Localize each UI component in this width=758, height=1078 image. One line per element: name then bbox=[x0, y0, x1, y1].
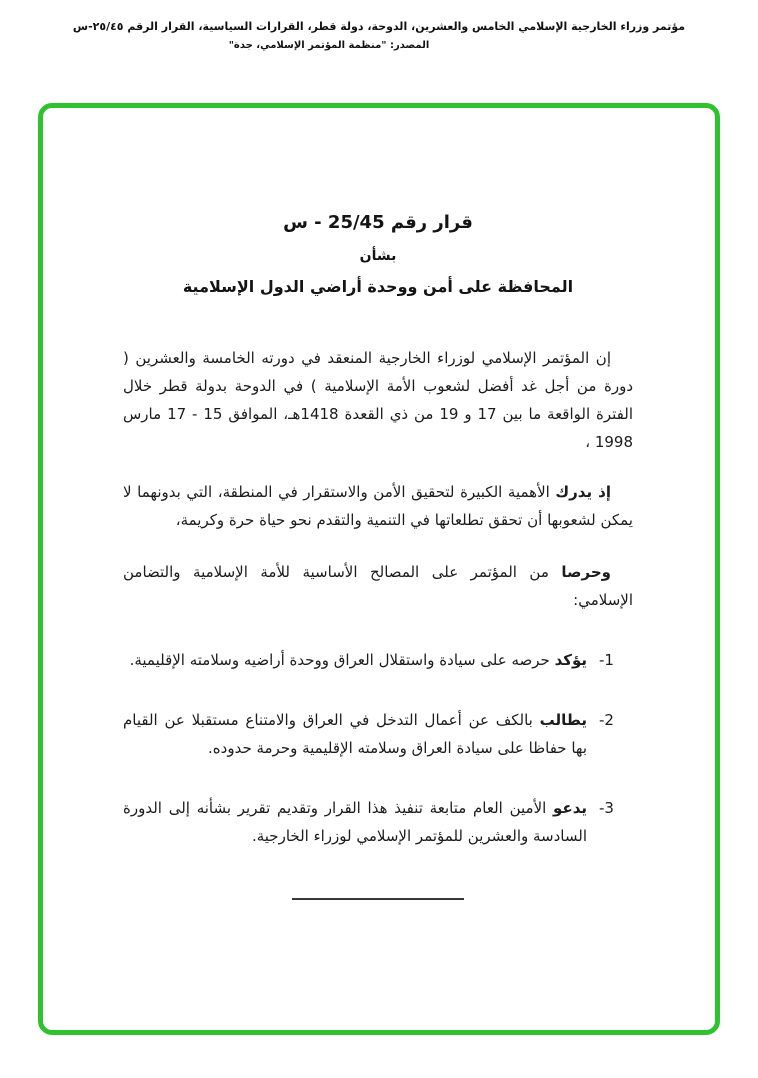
preamble-paragraph-1 bbox=[123, 344, 633, 456]
item-2-lead: يطالب bbox=[539, 711, 587, 729]
preamble-3-lead: وحرصا bbox=[561, 563, 611, 581]
item-1-body: حرصه على سيادة واستقلال العراق ووحدة أراضيه وسلامته الإقليمية. bbox=[129, 651, 555, 669]
regarding-label: بشأن bbox=[359, 248, 397, 264]
preamble-2-text: الأهمية الكبيرة لتحقيق الأمن والاستقرار في المنطقة، التي بدونهما لا يمكن لشعوبها أن تحقق تطلعاتها في التنمية والتقدم نحو حياة حرة وكريمة، bbox=[123, 483, 633, 529]
preamble-paragraph-2 bbox=[123, 478, 633, 534]
header-line-1: مؤتمر وزراء الخارجية الإسلامي الخامس والعشرين، الدوحة، دولة قطر، القرارات السياسية، القرار الرقم ٢٥/٤٥-س bbox=[72, 20, 686, 33]
resolution-subject-title: المحافظة على أمن ووحدة أراضي الدول الإسلامية bbox=[182, 277, 574, 296]
preamble-paragraph-3 bbox=[123, 558, 633, 614]
resolution-number-title: قرار رقم 25/45 - س bbox=[283, 212, 473, 233]
item-3-number: -3 bbox=[599, 799, 614, 817]
operative-item-2 bbox=[123, 706, 633, 762]
item-1-number: -1 bbox=[599, 651, 614, 669]
operative-items bbox=[123, 646, 633, 850]
operative-item-1 bbox=[123, 646, 633, 674]
document-frame bbox=[38, 103, 720, 1035]
preamble-2-lead: إذ يدرك bbox=[555, 483, 611, 501]
preamble-1-text: إن المؤتمر الإسلامي لوزراء الخارجية المنعقد في دورته الخامسة والعشرين ( دورة من أجل غد أفضل لشعوب الأمة الإسلامية ) في الدوحة بدولة قطر خلال الفترة الواقعة ما بين 17 و 19 من ذي القعدة 1418هـ، الموافق 15 - 17 مارس 1998 ، bbox=[123, 349, 634, 451]
header-line-2: المصدر: "منظمة المؤتمر الإسلامي، جدة" bbox=[228, 40, 430, 51]
scan-source-header bbox=[0, 0, 758, 51]
item-3-lead: يدعو bbox=[553, 799, 587, 817]
item-2-text bbox=[123, 706, 599, 762]
signature-divider bbox=[292, 898, 464, 900]
item-1-lead: يؤكد bbox=[554, 651, 587, 669]
item-1-text bbox=[123, 646, 599, 674]
preamble-3-text: من المؤتمر على المصالح الأساسية للأمة الإسلامية والتضامن الإسلامي: bbox=[123, 563, 633, 609]
item-2-number: -2 bbox=[599, 711, 614, 729]
operative-item-3 bbox=[123, 794, 633, 850]
item-3-body: الأمين العام متابعة تنفيذ هذا القرار وتقديم تقرير بشأنه إلى الدورة السادسة والعشرين للمؤتمر الإسلامي لوزراء الخارجية. bbox=[123, 799, 587, 845]
item-3-text bbox=[123, 794, 599, 850]
item-2-body: بالكف عن أعمال التدخل في العراق والامتناع مستقبلا عن القيام بها حفاظا على سيادة العراق وسلامته الإقليمية وحرمة حدوده. bbox=[123, 711, 587, 757]
